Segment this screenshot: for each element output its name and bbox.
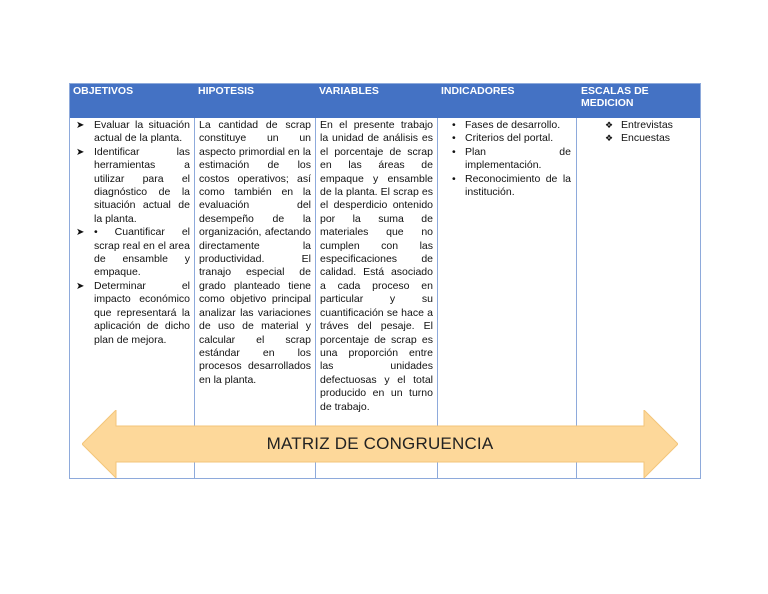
list-item: ➤ Evaluar la situación actual de la planta. bbox=[74, 119, 190, 146]
header-objetivos: OBJETIVOS bbox=[73, 85, 134, 97]
list-item: ➤ Determinar el impacto económico que representará la aplicación de dicho plan de mejora. bbox=[74, 280, 190, 347]
list-item: ➤ Identificar las herramientas a utilizar para el diagnóstico de la situación actual de la planta. bbox=[74, 146, 190, 226]
header-escalas: ESCALAS DE MEDICION bbox=[581, 85, 649, 109]
hipotesis-cell: La cantidad de scrap constituye un un aspecto primordial en la estimación de los costos operativos; así como también en la evaluación del desempeño de la organización, afectando directamente la productividad. El tranajo especial de grado planteado tiene como objetivo principal analizar las variaciones de uso de material y calcular el scrap estándar en los procesos desarrollados en la planta. bbox=[195, 118, 316, 478]
objetivos-list bbox=[74, 119, 190, 347]
table-header-row bbox=[70, 84, 700, 118]
list-item: ➤ • Cuantificar el scrap real en el area de ensamble y empaque. bbox=[74, 226, 190, 280]
variables-cell: En el presente trabajo la unidad de análisis es el porcentaje de scrap en las áreas de empaque y ensamble de la planta. El scrap es el desperdicio ontenido por la suma de materiales que no cumplen con las especificaciones de calidad. Está asociado a cada proceso en particular y su cuantificación se hace a tráves del pesaje. El porcentaje de scrap es una proporción entre las unidades defectuosas y el total producido en un turno de trabajo. bbox=[316, 118, 438, 478]
header-indicadores: INDICADORES bbox=[441, 85, 515, 97]
banner-title: MATRIZ DE CONGRUENCIA bbox=[266, 434, 494, 453]
list-item: ❖ Entrevistas bbox=[581, 119, 697, 132]
escalas-list bbox=[581, 119, 697, 146]
list-item: • Fases de desarrollo. bbox=[442, 119, 571, 132]
header-variables: VARIABLES bbox=[319, 85, 379, 97]
list-item: • Plan de implementación. bbox=[442, 146, 571, 173]
list-item: ❖ Encuestas bbox=[581, 132, 697, 145]
indicadores-list bbox=[442, 119, 571, 199]
header-hipotesis: HIPOTESIS bbox=[198, 85, 255, 97]
list-item: • Criterios del portal. bbox=[442, 132, 571, 145]
list-item: • Reconocimiento de la institución. bbox=[442, 173, 571, 200]
